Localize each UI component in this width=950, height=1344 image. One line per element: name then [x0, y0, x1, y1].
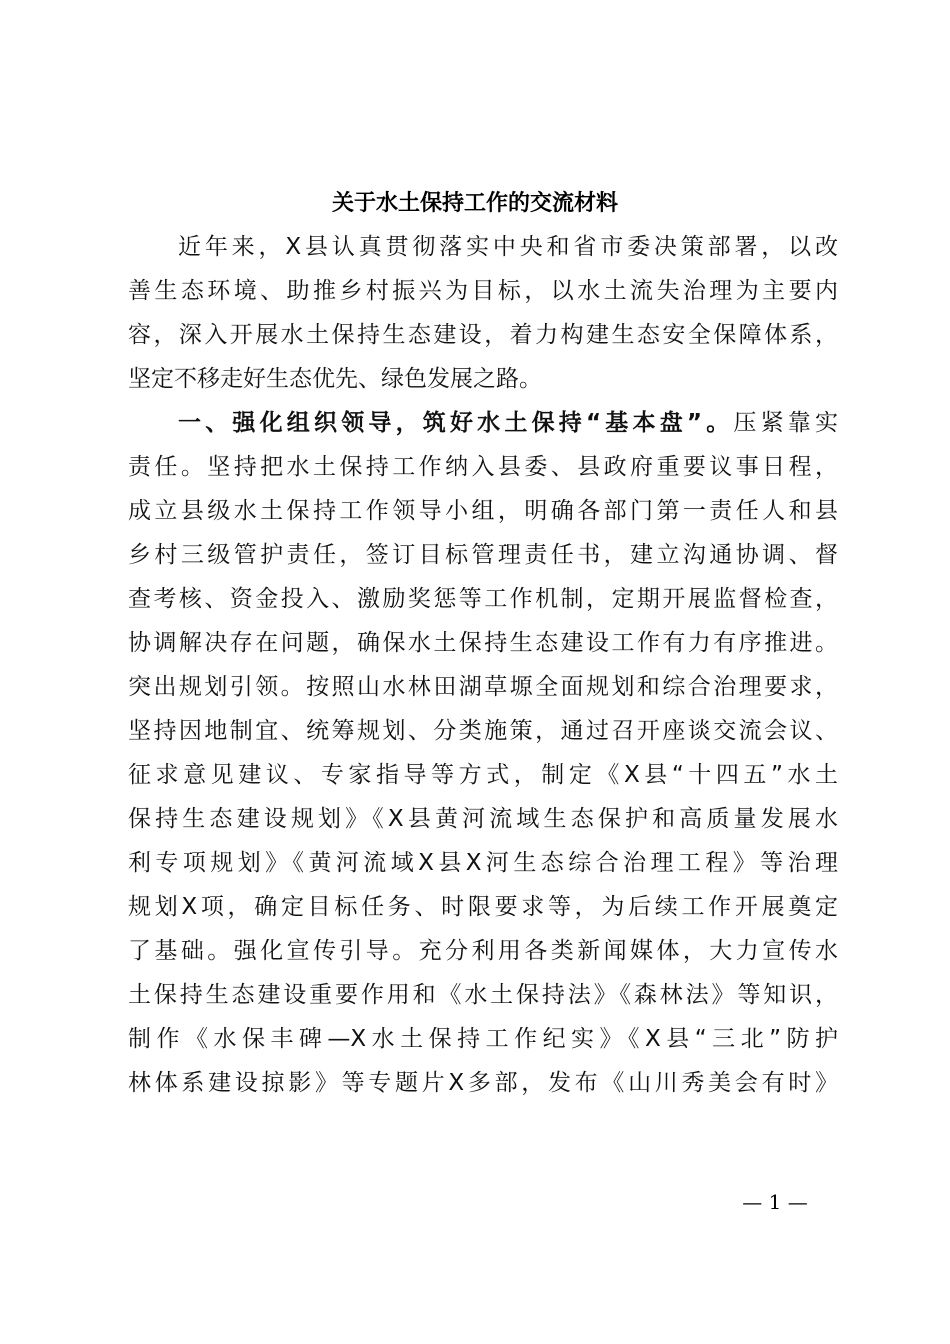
section-text: 压紧靠实 — [733, 410, 839, 436]
section-line: 征求意见建议、专家指导等方式，制定《X县“十四五”水土 — [128, 762, 838, 788]
section-line: 制作《水保丰碑—X水土保持工作纪实》《X县“三北”防护 — [128, 1026, 838, 1052]
section-line: 土保持生态建设重要作用和《水土保持法》《森林法》等知识， — [128, 982, 838, 1008]
section-line: 责任。坚持把水土保持工作纳入县委、县政府重要议事日程， — [128, 454, 838, 480]
section-line: 突出规划引领。按照山水林田湖草塬全面规划和综合治理要求， — [128, 674, 838, 700]
section-line: 利专项规划》《黄河流域X县X河生态综合治理工程》等治理 — [128, 850, 838, 876]
section-line: 林体系建设掠影》等专题片X多部，发布《山川秀美会有时》 — [128, 1070, 838, 1096]
intro-line: 坚定不移走好生态优先、绿色发展之路。 — [128, 366, 542, 392]
page-number: — 1 — — [742, 1190, 808, 1214]
intro-line: 容，深入开展水土保持生态建设，着力构建生态安全保障体系， — [128, 322, 838, 348]
section-line: 了基础。强化宣传引导。充分利用各类新闻媒体，大力宣传水 — [128, 938, 838, 964]
section-heading-line — [128, 401, 838, 445]
document-title: 关于水土保持工作的交流材料 — [331, 190, 618, 216]
section-heading: 一、强化组织领导，筑好水土保持“基本盘”。 — [178, 410, 734, 436]
section-line: 乡村三级管护责任，签订目标管理责任书，建立沟通协调、督 — [128, 542, 838, 568]
section-line: 规划X项，确定目标任务、时限要求等，为后续工作开展奠定 — [128, 894, 838, 920]
section-line: 成立县级水土保持工作领导小组，明确各部门第一责任人和县 — [128, 498, 838, 524]
document-body — [128, 225, 838, 1105]
section-line: 查考核、资金投入、激励奖惩等工作机制，定期开展监督检查， — [128, 586, 838, 612]
intro-line: 善生态环境、助推乡村振兴为目标，以水土流失治理为主要内 — [128, 278, 838, 304]
intro-line: 近年来，X县认真贯彻落实中央和省市委决策部署，以改 — [178, 234, 838, 260]
section-line: 协调解决存在问题，确保水土保持生态建设工作有力有序推进。 — [128, 630, 838, 656]
section-line: 保持生态建设规划》《X县黄河流域生态保护和高质量发展水 — [128, 806, 838, 832]
section-line: 坚持因地制宜、统筹规划、分类施策，通过召开座谈交流会议、 — [128, 718, 838, 744]
